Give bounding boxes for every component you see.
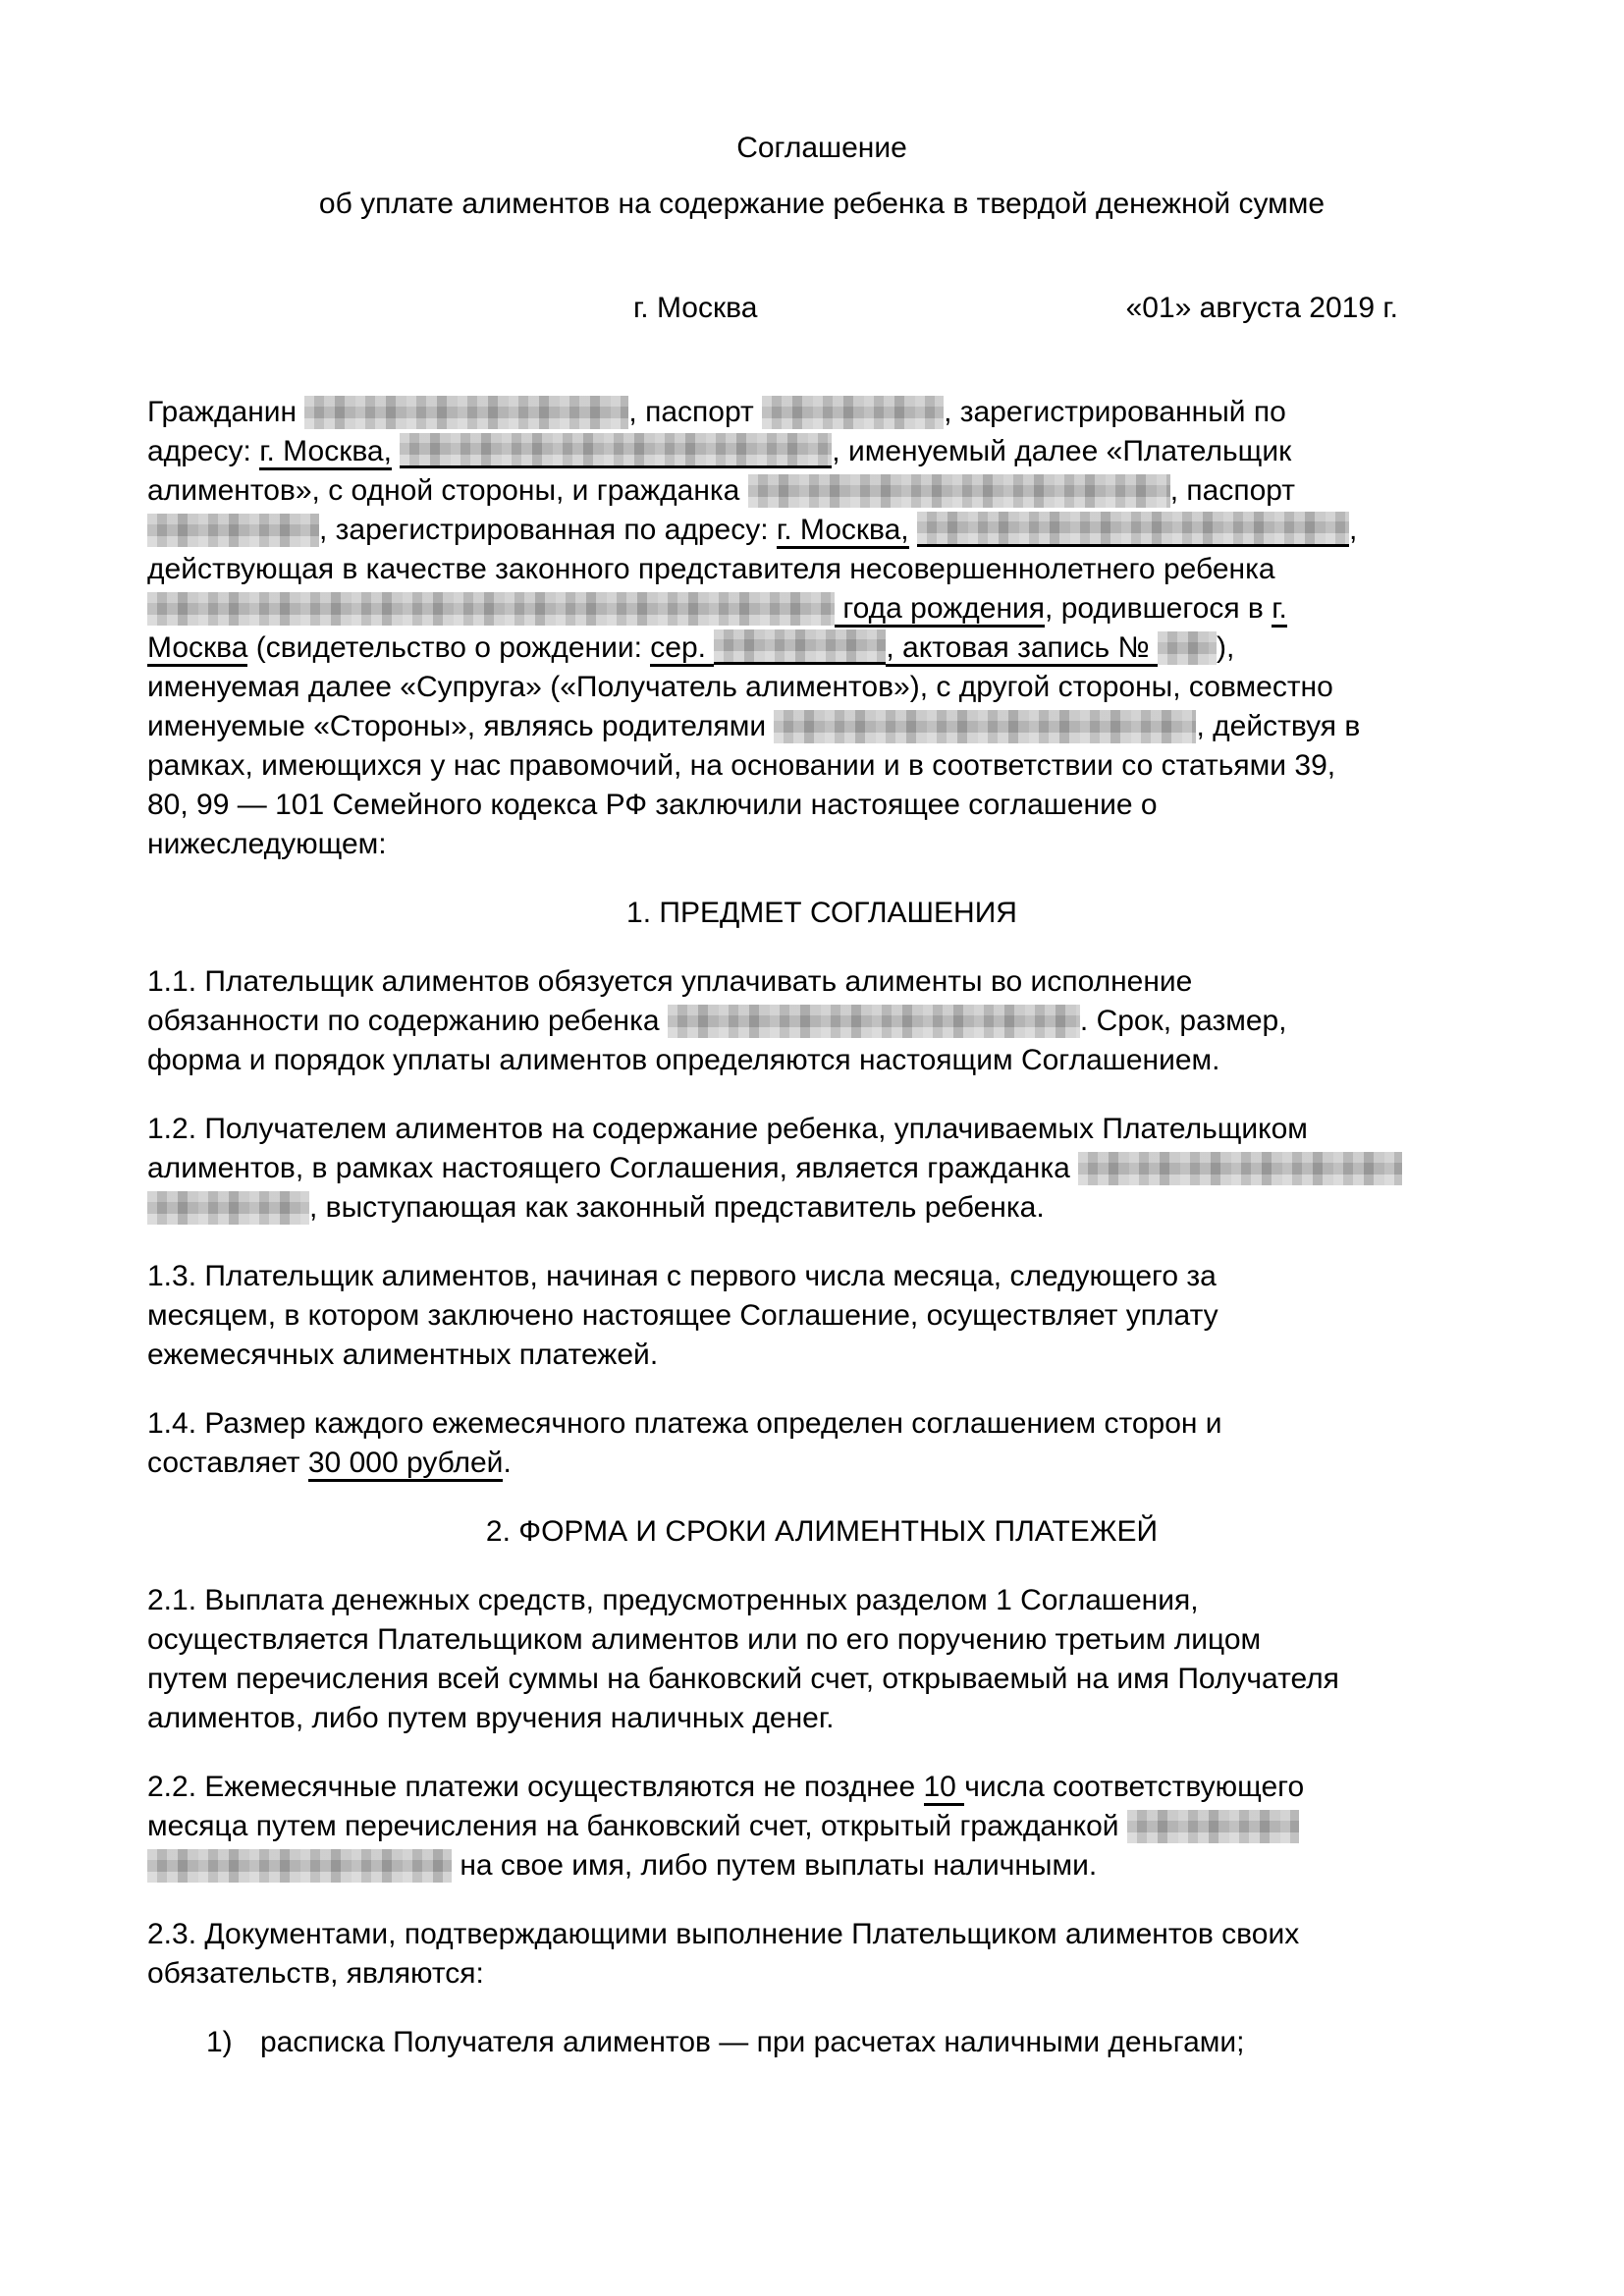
title-line-2: об уплате алиментов на содержание ребенка в твердой денежной сумме xyxy=(318,188,1326,220)
text-line: алиментов», с одной стороны, и гражданка , паспорт xyxy=(147,474,1296,507)
text-line: Москва (свидетельство о рождении: сер. , актовая запись № ), xyxy=(147,629,1496,668)
underlined-text: сер. xyxy=(650,631,714,667)
text-line: обязанности по содержанию ребенка . Срок, размер, xyxy=(147,1005,1287,1037)
text-line: на свое имя, либо путем выплаты наличными. xyxy=(147,1846,1496,1886)
underlined-text: , актовая запись № xyxy=(886,631,1158,667)
underlined-text: г. Москва, xyxy=(259,435,392,470)
section-1-heading: 1. ПРЕДМЕТ СОГЛАШЕНИЯ xyxy=(626,897,1017,929)
clause-1-1 xyxy=(147,962,1496,1080)
document-title xyxy=(147,120,1496,232)
document-date: «01» августа 2019 г. xyxy=(1125,292,1398,324)
clause-1-2 xyxy=(147,1110,1496,1228)
text-line: , зарегистрированная по адресу: г. Москва, , xyxy=(147,511,1496,550)
clause-2-2 xyxy=(147,1768,1496,1886)
text-line: форма и порядок уплаты алиментов определяются настоящим Соглашением. xyxy=(147,1044,1220,1076)
underlined-text: года рождения xyxy=(835,592,1045,628)
text-line: 2.2. Ежемесячные платежи осуществляются не позднее 10 числа соответствующего xyxy=(147,1768,1496,1807)
redacted-text xyxy=(668,1005,1080,1038)
redacted-text xyxy=(762,396,944,429)
redacted-text xyxy=(304,396,628,429)
text-line: 1.3. Плательщик алиментов, начиная с первого числа месяца, следующего за xyxy=(147,1260,1217,1292)
redacted-text xyxy=(774,710,1196,743)
redacted-text xyxy=(1078,1152,1402,1185)
text-line: именуемые «Стороны», являясь родителями , действуя в xyxy=(147,710,1361,742)
text-line: 1.2. Получателем алиментов на содержание ребенка, уплачиваемых Плательщиком xyxy=(147,1113,1308,1145)
clause-1-3 xyxy=(147,1257,1496,1375)
list-item-1 xyxy=(147,2023,1496,2062)
text-line: алиментов, либо путем вручения наличных денег. xyxy=(147,1702,835,1734)
text-line: действующая в качестве законного представителя несовершеннолетнего ребенка xyxy=(147,553,1275,585)
clause-2-3 xyxy=(147,1915,1496,1994)
text-line: алиментов, в рамках настоящего Соглашения, является гражданка xyxy=(147,1149,1496,1188)
section-2-heading: 2. ФОРМА И СРОКИ АЛИМЕНТНЫХ ПЛАТЕЖЕЙ xyxy=(485,1515,1159,1548)
text-line: месяцем, в котором заключено настоящее Соглашение, осуществляет уплату xyxy=(147,1299,1218,1332)
text-line: осуществляется Плательщиком алиментов или по его поручению третьим лицом xyxy=(147,1623,1262,1656)
place-date-row xyxy=(147,289,1496,328)
redacted-text xyxy=(147,1191,309,1225)
document-place: г. Москва xyxy=(633,292,758,324)
redacted-text-underlined xyxy=(714,629,886,665)
redacted-text xyxy=(147,514,319,547)
list-text: расписка Получателя алиментов — при расчетах наличными деньгами; xyxy=(260,2026,1245,2058)
underlined-text: 30 000 рублей xyxy=(308,1447,504,1482)
text-line: Гражданин , паспорт , зарегистрированный по xyxy=(147,396,1286,428)
text-line: 1.1. Плательщик алиментов обязуется уплачивать алименты во исполнение xyxy=(147,965,1193,998)
redacted-text xyxy=(1127,1810,1299,1843)
redacted-text-underlined xyxy=(400,433,832,468)
underlined-text: 10 xyxy=(924,1771,965,1806)
redacted-text-underlined xyxy=(917,512,1349,547)
text-line: адресу: г. Москва, , именуемый далее «Плательщик xyxy=(147,432,1496,471)
text-line: составляет 30 000 рублей. xyxy=(147,1444,1496,1483)
text-line: 2.1. Выплата денежных средств, предусмотренных разделом 1 Соглашения, xyxy=(147,1584,1199,1616)
redacted-text xyxy=(147,1849,452,1883)
text-line: обязательств, являются: xyxy=(147,1957,484,1990)
text-line: нижеследующем: xyxy=(147,828,387,860)
text-line: ежемесячных алиментных платежей. xyxy=(147,1339,659,1371)
underlined-text: г. Москва, xyxy=(777,514,909,549)
text-line: , выступающая как законный представитель ребенка. xyxy=(147,1188,1496,1228)
redacted-text xyxy=(1158,631,1217,665)
text-line: 2.3. Документами, подтверждающими выполнение Плательщиком алиментов своих xyxy=(147,1918,1300,1950)
text-line: 80, 99 — 101 Семейного кодекса РФ заключили настоящее соглашение о xyxy=(147,789,1158,821)
clause-1-4 xyxy=(147,1404,1496,1483)
text-line: года рождения, родившегося в г. xyxy=(147,589,1496,629)
text-line: именуемая далее «Супруга» («Получатель алиментов»), с другой стороны, совместно xyxy=(147,671,1333,703)
text-line: рамках, имеющихся у нас правомочий, на основании и в соответствии со статьями 39, xyxy=(147,749,1336,782)
text-line: 1.4. Размер каждого ежемесячного платежа определен соглашением сторон и xyxy=(147,1407,1222,1440)
text-line: путем перечисления всей суммы на банковский счет, открываемый на имя Получателя xyxy=(147,1663,1339,1695)
redacted-text xyxy=(748,474,1170,508)
clause-2-1 xyxy=(147,1581,1496,1738)
list-marker: 1) xyxy=(206,2026,233,2058)
underlined-text: Москва xyxy=(147,631,247,667)
redacted-text xyxy=(147,592,835,626)
text-line: месяца путем перечисления на банковский счет, открытый гражданкой xyxy=(147,1807,1496,1846)
underlined-text: г. xyxy=(1272,592,1287,628)
document-body xyxy=(147,393,1496,2062)
title-line-1: Соглашение xyxy=(736,132,907,164)
intro-paragraph xyxy=(147,393,1496,864)
